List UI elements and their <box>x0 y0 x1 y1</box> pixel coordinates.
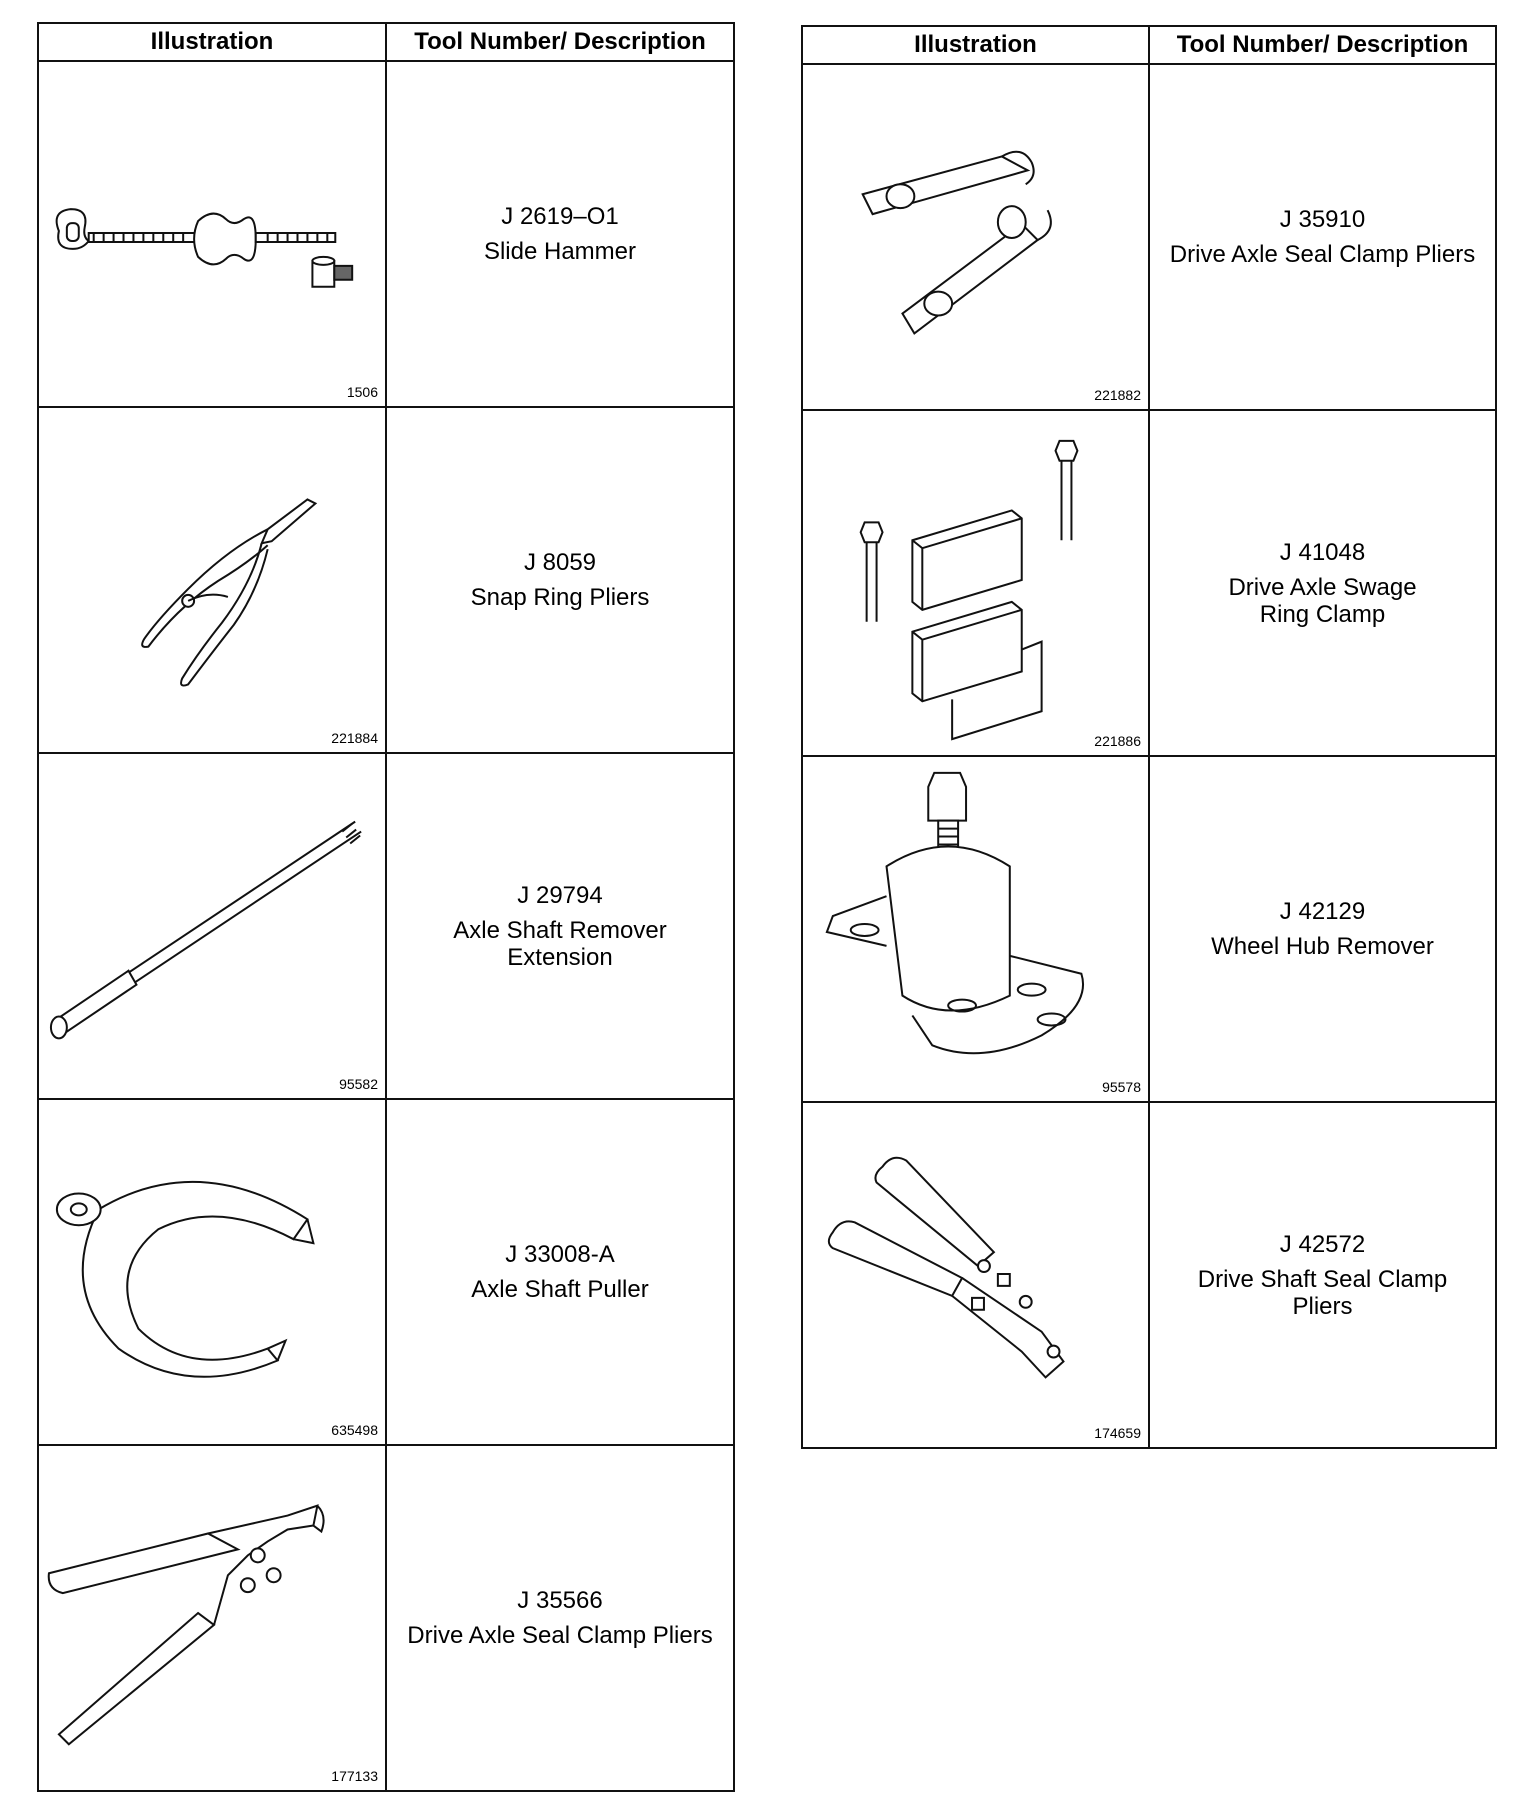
table-row <box>802 1102 1496 1448</box>
table-row <box>802 756 1496 1102</box>
figure-number: 221882 <box>1094 387 1141 403</box>
tool-number: J 42129 <box>1279 898 1366 925</box>
figure-number: 95582 <box>339 1076 378 1092</box>
figure-number: 177133 <box>331 1768 378 1784</box>
tool-name: Drive Axle Seal Clamp Pliers <box>407 1622 713 1649</box>
illustration-cell <box>38 1099 386 1445</box>
illustration-cell <box>38 407 386 753</box>
right-tool-table <box>801 25 1497 1449</box>
tool-number: J 2619–O1 <box>501 203 619 230</box>
slide-hammer-icon <box>39 62 385 406</box>
illustration-header: Illustration <box>802 26 1149 64</box>
table-row <box>802 64 1496 410</box>
tool-number: J 42572 <box>1279 1230 1366 1258</box>
figure-number: 95578 <box>1102 1079 1141 1095</box>
figure-number: 174659 <box>1094 1425 1141 1441</box>
left-tool-table <box>37 22 735 1792</box>
table-row <box>38 753 734 1099</box>
tool-name: Drive Axle Seal Clamp Pliers <box>1169 241 1476 268</box>
illustration-cell <box>38 753 386 1099</box>
tool-name: Drive Shaft Seal Clamp Pliers <box>1197 1265 1448 1320</box>
tool-description-cell <box>386 1445 734 1791</box>
tool-description-cell <box>1149 410 1496 756</box>
tool-header: Tool Number/ Description <box>386 23 734 61</box>
tool-description-cell <box>386 61 734 407</box>
tool-number: J 33008-A <box>505 1241 615 1268</box>
table-row <box>38 1099 734 1445</box>
tool-number: J 41048 <box>1279 538 1366 566</box>
tool-number: J 8059 <box>523 549 597 576</box>
tool-name: Drive Axle Swage Ring Clamp <box>1228 573 1417 628</box>
tool-description-cell <box>1149 1102 1496 1448</box>
tool-number: J 35566 <box>517 1587 603 1614</box>
illustration-cell <box>38 1445 386 1791</box>
table-row <box>802 410 1496 756</box>
illustration-cell <box>38 61 386 407</box>
figure-number: 635498 <box>331 1422 378 1438</box>
tool-number: J 29794 <box>517 881 603 909</box>
tool-description-cell <box>386 407 734 753</box>
tool-name: Axle Shaft Remover Extension <box>453 916 667 971</box>
illustration-cell <box>802 756 1149 1102</box>
table-row <box>38 407 734 753</box>
illustration-cell <box>802 1102 1149 1448</box>
table-row <box>38 61 734 407</box>
snap-ring-pliers-icon <box>39 408 385 752</box>
figure-number: 221884 <box>331 730 378 746</box>
tool-name: Slide Hammer <box>483 238 637 265</box>
swage-ring-clamp-icon <box>803 411 1148 755</box>
tool-number: J 35910 <box>1279 206 1366 233</box>
shaft-seal-clamp-pliers-icon <box>803 1103 1148 1447</box>
table-row <box>38 1445 734 1791</box>
figure-number: 221886 <box>1094 733 1141 749</box>
tool-description-cell <box>386 753 734 1099</box>
illustration-header: Illustration <box>38 23 386 61</box>
seal-clamp-pliers-icon <box>39 1446 385 1790</box>
axle-shaft-remover-extension-icon <box>39 754 385 1098</box>
illustration-cell <box>802 410 1149 756</box>
tool-header: Tool Number/ Description <box>1149 26 1496 64</box>
wheel-hub-remover-icon <box>803 757 1148 1101</box>
tool-description-cell <box>1149 64 1496 410</box>
tool-description-cell <box>386 1099 734 1445</box>
figure-number: 1506 <box>346 384 378 400</box>
axle-shaft-puller-icon <box>39 1100 385 1444</box>
illustration-cell <box>802 64 1149 410</box>
tool-name: Snap Ring Pliers <box>470 584 650 611</box>
tool-description-cell <box>1149 756 1496 1102</box>
tool-name: Wheel Hub Remover <box>1211 933 1434 960</box>
seal-clamp-pliers-icon <box>803 65 1148 409</box>
tool-name: Axle Shaft Puller <box>471 1276 649 1303</box>
